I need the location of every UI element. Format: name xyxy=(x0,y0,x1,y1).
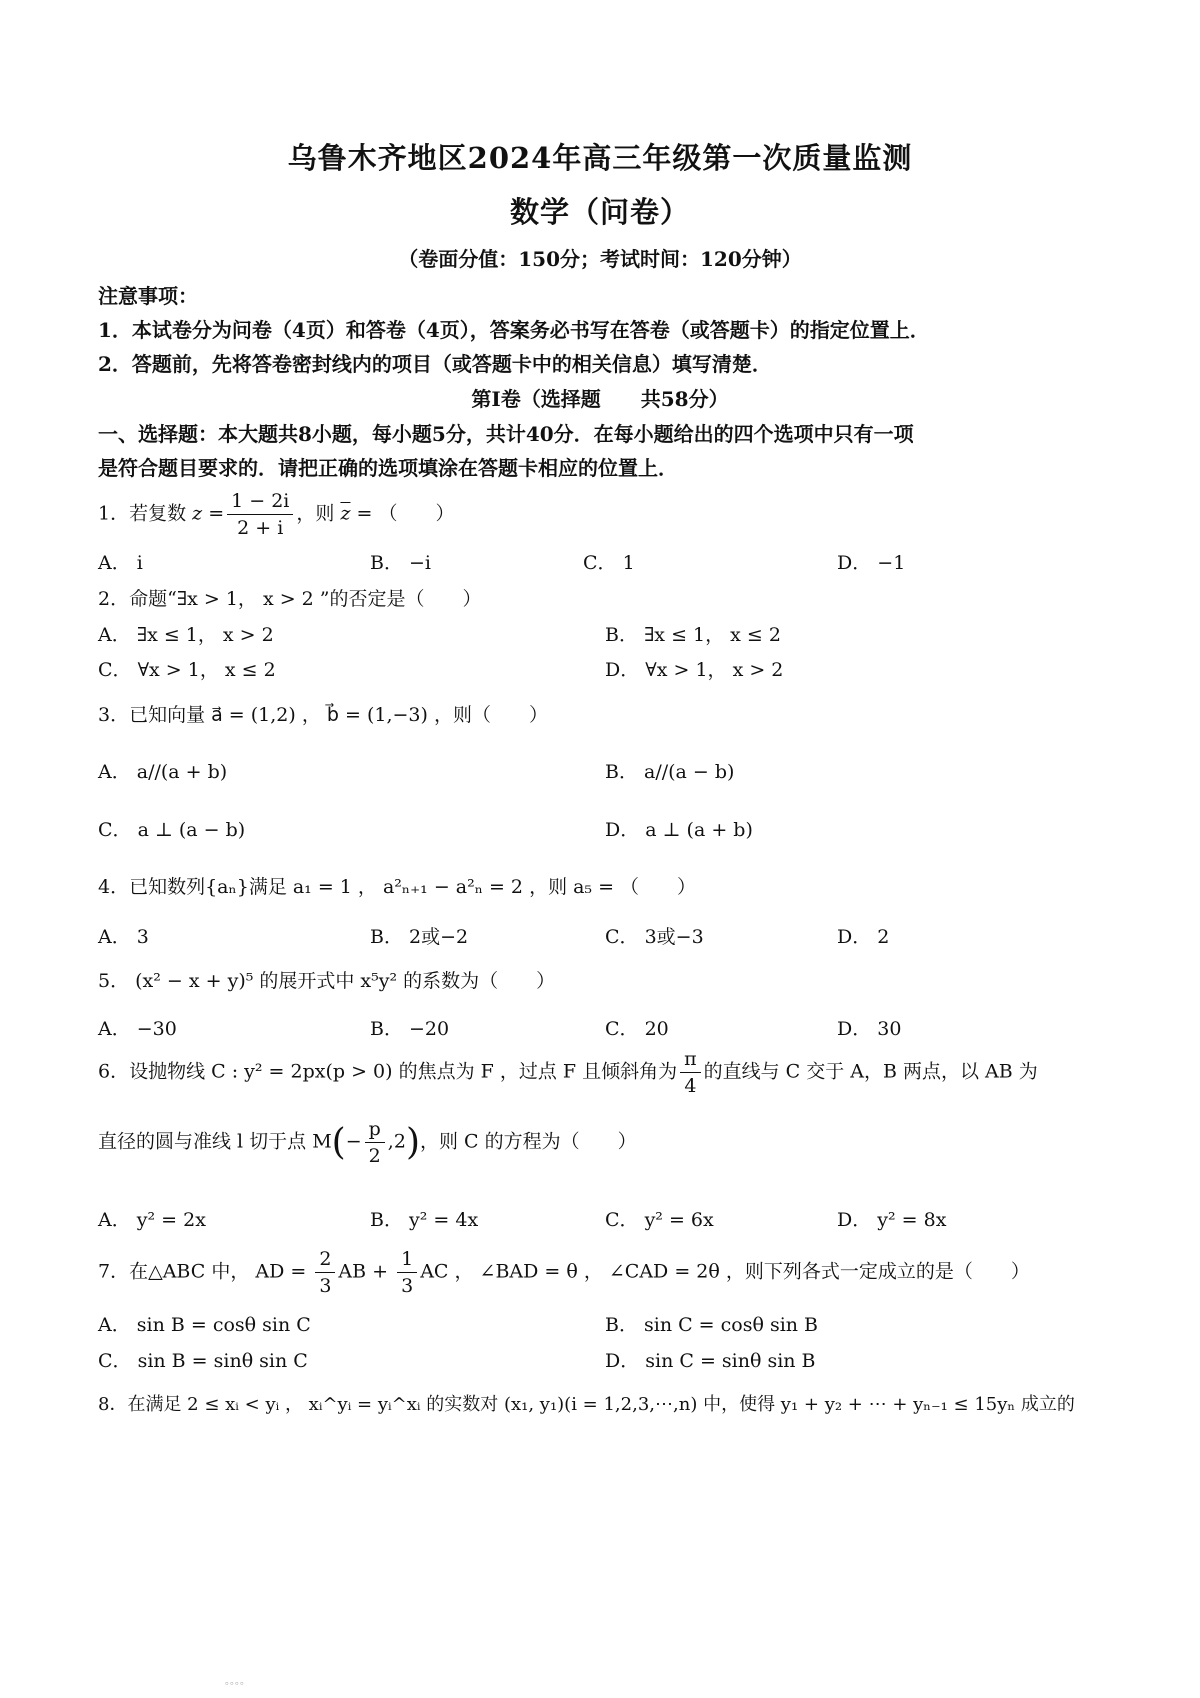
q1-zbar: $\overline{z}$ xyxy=(340,502,351,525)
exam-title: 乌鲁木齐地区2024年高三年级第一次质量监测 xyxy=(287,141,913,175)
q1-z-eq: z = xyxy=(192,502,225,525)
question-7 xyxy=(98,1246,1030,1299)
q1-tail: = （ ） xyxy=(350,502,455,525)
q6-two: 2 xyxy=(368,1145,381,1167)
part1-heading: 第Ⅰ卷（选择题 共58分） xyxy=(471,387,729,411)
q6-pi: π xyxy=(680,1046,701,1073)
notice-heading: 注意事项： xyxy=(98,284,198,308)
question-6-line2: 直径的圆与准线 l 切于点 M(− $\frac{p}{2}$ ,2)，则 C 的方程为（ ） xyxy=(98,1118,637,1167)
q2-option-a: A． ∃x ≤ 1， x > 2 xyxy=(98,624,274,646)
q6-line2-post: ，则 C 的方程为（ ） xyxy=(419,1130,637,1153)
q7-post: AC ， ∠BAD = θ ， ∠CAD = 2θ ，则下列各式一定成立的是（ ） xyxy=(420,1260,1030,1283)
q6-angle-fraction xyxy=(680,1046,701,1099)
q6-p: p xyxy=(365,1116,385,1143)
q5-option-a: A． −30 xyxy=(98,1018,177,1040)
question-4: 4．已知数列{aₙ}满足 a₁ = 1 ， a²ₙ₊₁ − a²ₙ = 2 ，则 a₅ = （ ） xyxy=(98,876,697,898)
footer-mark: 。。。。 xyxy=(225,1676,250,1687)
q7-fraction-1 xyxy=(315,1246,335,1299)
q6-option-b: B． y² = 4x xyxy=(370,1209,479,1231)
q7-den-1: 3 xyxy=(319,1275,332,1297)
q7-option-d: D． sin C = sinθ sin B xyxy=(605,1350,816,1372)
question-2: 2．命题“∃x > 1， x > 2 ”的否定是（ ） xyxy=(98,588,482,610)
q1-option-c: C． 1 xyxy=(583,552,635,574)
q3-option-b: B． a//(a − b) xyxy=(605,761,735,783)
q5-option-d: D． 30 xyxy=(837,1018,902,1040)
q2-option-c: C． ∀x > 1， x ≤ 2 xyxy=(98,659,276,681)
q6-option-d: D． y² = 8x xyxy=(837,1209,947,1231)
q7-option-a: A． sin B = cosθ sin C xyxy=(98,1314,311,1336)
q3-option-c: C． a ⊥ (a − b) xyxy=(98,819,246,841)
question-1 xyxy=(98,488,454,541)
q1-option-a: A． i xyxy=(98,552,143,574)
q3-option-a: A． a//(a + b) xyxy=(98,761,228,783)
q7-option-c: C． sin B = sinθ sin C xyxy=(98,1350,308,1372)
q4-option-b: B． 2或−2 xyxy=(370,926,469,948)
q6-option-c: C． y² = 6x xyxy=(605,1209,714,1231)
section-instruction-line1: 一、选择题：本大题共8小题，每小题5分，共计40分．在每小题给出的四个选项中只有一项 xyxy=(98,422,914,446)
q6-option-a: A． y² = 2x xyxy=(98,1209,206,1231)
q6-left-paren: ( xyxy=(331,1122,346,1163)
question-3: 3．已知向量 a⃗ = (1,2) ， b⃗ = (1,−3) ，则（ ） xyxy=(98,704,548,726)
q7-den-2: 3 xyxy=(401,1275,414,1297)
q1-denominator: 2 + i xyxy=(237,517,284,539)
q3-option-d: D． a ⊥ (a + b) xyxy=(605,819,753,841)
q6-right-paren: ) xyxy=(405,1122,420,1163)
q7-num-2: 1 xyxy=(397,1246,417,1273)
question-8: 8．在满足 2 ≤ xᵢ < yᵢ ， xᵢ^yᵢ = yᵢ^xᵢ 的实数对 (x₁, y₁)(i = 1,2,3,⋯,n) 中，使得 y₁ + y₂ + ⋯ + yₙ₋₁ ≤ 15yₙ 成立的 xyxy=(98,1394,1075,1415)
q4-option-d: D． 2 xyxy=(837,926,890,948)
q1-fraction xyxy=(227,488,293,541)
q1-post: ，则 xyxy=(296,502,341,525)
q1-option-b: B． −i xyxy=(370,552,431,574)
q6-prefix: 6．设抛物线 C : y² = 2px(p > 0) 的焦点为 F ，过点 F 且倾斜角为 xyxy=(98,1060,678,1083)
q4-option-c: C． 3或−3 xyxy=(605,926,704,948)
q2-option-b: B． ∃x ≤ 1， x ≤ 2 xyxy=(605,624,781,646)
q6-four: 4 xyxy=(684,1075,697,1097)
q7-mid: AB + xyxy=(338,1260,395,1283)
q6-post: 的直线与 C 交于 A，B 两点，以 AB 为 xyxy=(703,1060,1038,1083)
q1-numerator: 1 − 2i xyxy=(227,488,293,515)
exam-subject: 数学（问卷） xyxy=(509,195,690,229)
notice-item-2: 2．答题前，先将答卷密封线内的项目（或答题卡中的相关信息）填写清楚． xyxy=(98,352,772,376)
q1-prefix: 1．若复数 xyxy=(98,502,193,525)
notice-item-1: 1．本试卷分为问卷（4页）和答卷（4页），答案务必书写在答卷（或答题卡）的指定位置上． xyxy=(98,318,930,342)
question-5: 5． (x² − x + y)⁵ 的展开式中 x⁵y² 的系数为（ ） xyxy=(98,970,556,992)
section-instruction-line2: 是符合题目要求的．请把正确的选项填涂在答题卡相应的位置上． xyxy=(98,456,678,480)
question-6-line1 xyxy=(98,1046,1038,1099)
q7-prefix: 7．在△ABC 中， AD = xyxy=(98,1260,313,1283)
exam-info: （卷面分值：150分；考试时间：120分钟） xyxy=(398,247,802,271)
q5-option-c: C． 20 xyxy=(605,1018,669,1040)
q6-p-fraction xyxy=(365,1116,385,1169)
q7-num-1: 2 xyxy=(315,1246,335,1273)
q6-line2-prefix: 直径的圆与准线 l 切于点 M xyxy=(98,1130,332,1153)
q5-option-b: B． −20 xyxy=(370,1018,450,1040)
q7-option-b: B． sin C = cosθ sin B xyxy=(605,1314,819,1336)
q1-option-d: D． −1 xyxy=(837,552,906,574)
q7-fraction-2 xyxy=(397,1246,417,1299)
q2-option-d: D． ∀x > 1， x > 2 xyxy=(605,659,784,681)
q4-option-a: A． 3 xyxy=(98,926,149,948)
